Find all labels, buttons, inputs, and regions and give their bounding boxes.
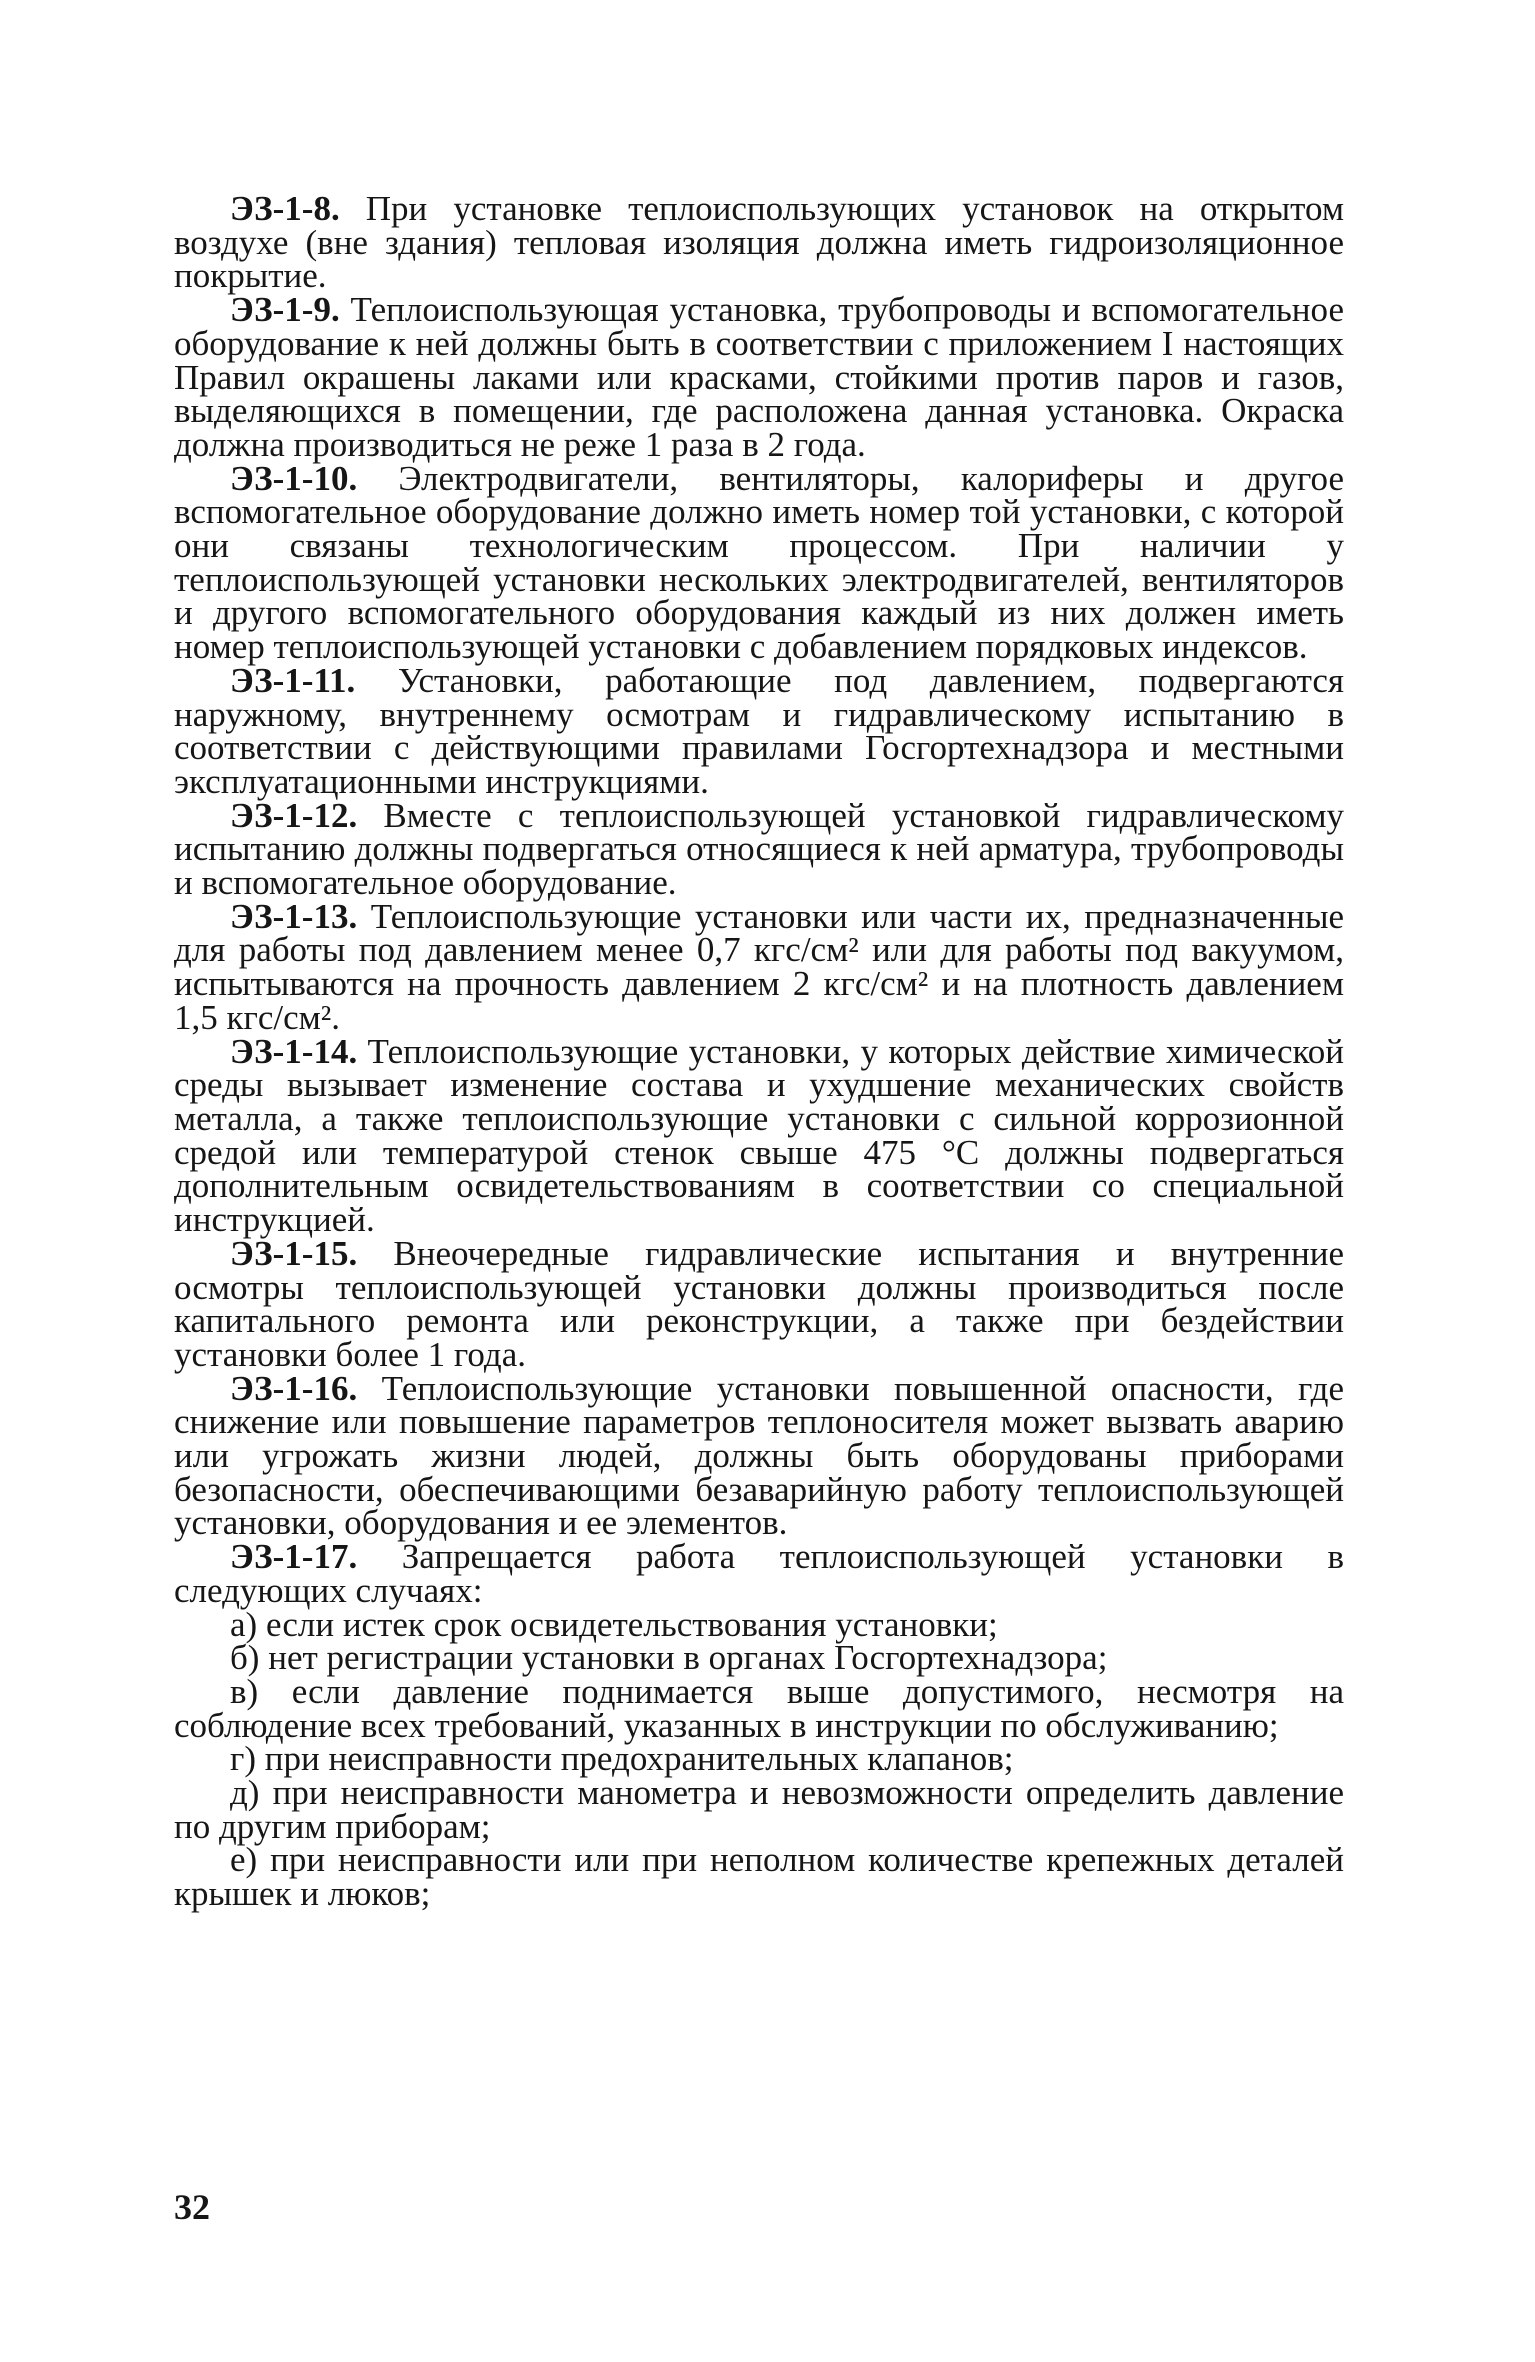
clause-text: Внеочередные гидравлические испытания и внутренние осмотры теплоиспользующей установки должны производиться после капитального ремонта или реконструкции, а также при бездействии установки более 1 года.	[174, 1233, 1344, 1374]
paragraph-e3-1-17	[174, 1537, 1344, 1610]
clause-code: ЭЗ-1-15.	[230, 1233, 358, 1273]
clause-text: Электродвигатели, вентиляторы, калориферы и другое вспомогательное оборудование должно иметь номер той установки, с которой они связаны технологическим процессом. При наличии у теплоиспользующей установки нескольких электродвигателей, вентиляторов и другого вспомогательного оборудования каждый из них должен иметь номер теплоиспользующей установки с добавлением порядковых индексов.	[174, 458, 1344, 667]
paragraph-e3-1-9	[174, 290, 1344, 464]
paragraph-e3-1-10	[174, 458, 1344, 667]
list-item-v: в) если давление поднимается выше допустимого, несмотря на соблюдение всех требований, указанных в инструкции по обслуживанию;	[174, 1671, 1344, 1745]
clause-code: ЭЗ-1-11.	[230, 660, 356, 700]
paragraph-e3-1-15	[174, 1233, 1344, 1374]
clause-text: Вместе с теплоиспользующей установкой гидравлическому испытанию должны подвергаться относящиеся к ней арматура, трубопроводы и вспомогательное оборудование.	[174, 795, 1344, 903]
clause-code: ЭЗ-1-9.	[230, 290, 340, 330]
clause-text: При установке теплоиспользующих установок на открытом воздухе (вне здания) тепловая изоляция должна иметь гидроизоляционное покрытие.	[174, 189, 1344, 296]
page-number: 32	[174, 2187, 210, 2227]
clause-code: ЭЗ-1-8.	[230, 189, 340, 228]
paragraph-e3-1-11	[174, 660, 1344, 801]
clause-code: ЭЗ-1-17.	[230, 1537, 358, 1577]
clause-text: Теплоиспользующая установка, трубопроводы и вспомогательное оборудование к ней должны быть в соответствии с приложением I настоящих Правил окрашены лаками или красками, стойкими против паров и газов, выделяющихся в помещении, где расположена данная установка. Окраска должна производиться не реже 1 раза в 2 года.	[174, 290, 1344, 464]
list-item-b: б) нет регистрации установки в органах Госгортехнадзора;	[230, 1638, 1108, 1678]
clause-text: Запрещается работа теплоиспользующей установки в следующих случаях:	[174, 1537, 1344, 1610]
paragraph-e3-1-14	[174, 1031, 1344, 1240]
clause-code: ЭЗ-1-10.	[230, 458, 358, 498]
paragraph-e3-1-13	[174, 896, 1344, 1037]
page-body	[174, 189, 1344, 1914]
list-item-e: е) при неисправности или при неполном количестве крепежных деталей крышек и люков;	[174, 1840, 1344, 1914]
clause-code: ЭЗ-1-16.	[230, 1368, 358, 1408]
paragraph-e3-1-12	[174, 795, 1344, 903]
paragraph-e3-1-8	[174, 189, 1344, 296]
clause-code: ЭЗ-1-13.	[230, 896, 358, 936]
list-item-a: а) если истек срок освидетельствования установки;	[230, 1604, 998, 1644]
clause-text: Теплоиспользующие установки или части их, предназначенные для работы под давлением менее 0,7 кгс/см² или для работы под вакуумом, испытываются на прочность давлением 2 кгс/см² и на плотность давлением 1,5 кгс/см².	[174, 896, 1344, 1037]
clause-text: Теплоиспользующие установки повышенной опасности, где снижение или повышение параметров теплоносителя может вызвать аварию или угрожать жизни людей, должны быть оборудованы приборами безопасности, обеспечивающими безаварийную работу теплоиспользующей установки, оборудования и ее элементов.	[174, 1368, 1344, 1543]
paragraph-e3-1-16	[174, 1368, 1344, 1543]
list-item-d: д) при неисправности манометра и невозможности определить давление по другим приборам;	[174, 1773, 1344, 1846]
clause-code: ЭЗ-1-12.	[230, 795, 358, 835]
clause-code: ЭЗ-1-14.	[230, 1031, 358, 1071]
clause-text: Теплоиспользующие установки, у которых действие химической среды вызывает изменение состава и ухудшение механических свойств металла, а также теплоиспользующие установки с сильной коррозионной средой или температурой стенок свыше 475 °С должны подвергаться дополнительным освидетельствованиям в соответствии со специальной инструкцией.	[174, 1031, 1344, 1240]
list-item-g: г) при неисправности предохранительных клапанов;	[230, 1739, 1014, 1779]
clause-text: Установки, работающие под давлением, подвергаются наружному, внутреннему осмотрам и гидравлическому испытанию в соответствии с действующими правилами Госгортехнадзора и местными эксплуатационными инструкциями.	[174, 660, 1344, 801]
